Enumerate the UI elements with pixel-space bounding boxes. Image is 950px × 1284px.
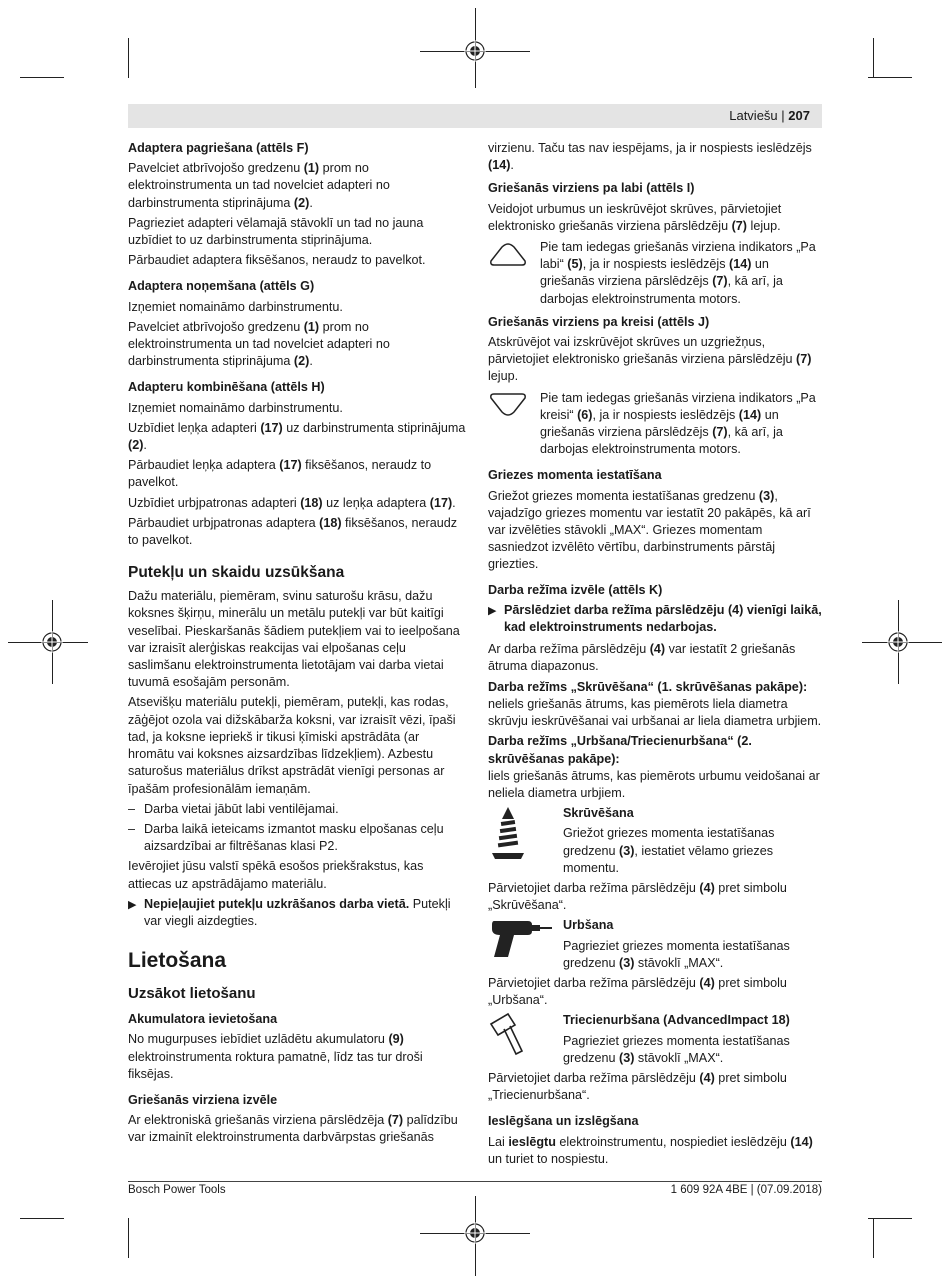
paragraph: liels griešanās ātrums, kas piemērots urbumu veidošanai ar neliela diametra urbjiem. — [488, 768, 820, 800]
indicator-note: Pie tam iedegas griešanās virziena indikators „Pa kreisi“ (6), ja ir nospiests ieslēdzējs (14) un griešanās virziena pārslēdzējs (7), kā arī, ja darbojas elektroinstrumenta motors. — [488, 390, 824, 459]
mode-heading: Darba režīms „Skrūvēšana“ (1. skrūvēšanas pakāpe): — [488, 679, 808, 694]
section-heading: Darba režīma izvēle (attēls K) — [488, 582, 663, 597]
paragraph: Pagrieziet adapteri vēlamajā stāvoklī un tad no jauna uzbīdiet to uz darbinstrumenta stiprinājuma. — [128, 215, 424, 248]
screwdriving-icon — [488, 805, 528, 861]
footer-rule — [128, 1181, 822, 1182]
crop-mark — [20, 1218, 64, 1219]
page-number: 207 — [788, 108, 810, 123]
section-heading: Adaptera pagriešana (attēls F) — [128, 141, 309, 155]
crop-mark — [873, 38, 874, 78]
registration-target-icon — [462, 38, 488, 64]
chapter-title: Lietošana — [128, 949, 227, 973]
section-heading: Griešanās virziens pa kreisi (attēls J) — [488, 314, 710, 329]
crop-mark — [20, 77, 64, 78]
paragraph: Ar elektroniskā griešanās virziena pārslēdzēja (7) palīdzību var izmainīt elektroinstrumenta darbvārpstas griešanās — [128, 1113, 458, 1145]
crop-mark — [868, 77, 912, 78]
crop-mark — [128, 1218, 129, 1258]
page-header — [128, 104, 822, 128]
paragraph: Pavelciet atbrīvojošo gredzenu (1) prom no elektroinstrumenta un tad novelciet adapteri no darbinstrumenta stiprinājuma (2). — [128, 319, 390, 369]
paragraph: virzienu. Taču tas nav iespējams, ja ir nospiests ieslēdzējs (14). — [488, 141, 812, 173]
list-item: – Darba laikā ieteicams izmantot masku elpošanas ceļu aizsardzībai ar filtrēšanas klasi P2. — [128, 821, 468, 855]
paragraph: Atsevišķu materiālu putekļi, piemēram, putekļi, kas rodas, zāģējot ozola vai dižskābarža koksni, var izraisīt vēzi, īpaši tad, ja koksne iepriekš ir tikusi ķīmiski apstrādāta (ar hromātu vai koksnes aizsardzības līdzekļiem). Azbestu saturošus materiālus drīkst apstrādāt vienīgi personas ar īpašām profesionālām iemaņām. — [128, 695, 456, 796]
left-column — [128, 140, 468, 1150]
paragraph: Pavelciet atbrīvojošo gredzenu (1) prom no elektroinstrumenta un tad novelciet adapteri no darbinstrumenta stiprinājuma (2). — [128, 161, 390, 210]
mode-impact-drilling: Triecienurbšana (AdvancedImpact 18) Pagrieziet griezes momenta iestatīšanas gredzenu (3) stāvoklī „MAX“. — [488, 1012, 824, 1067]
section-heading: Griezes momenta iestatīšana — [488, 468, 662, 483]
paragraph: Ievērojiet jūsu valstī spēkā esošos priekšrakstus, kas attiecas uz apstrādājamo materiālu. — [128, 859, 424, 891]
paragraph: Pārvietojiet darba režīma pārslēdzēju (4) pret simbolu „Urbšana“. — [488, 975, 787, 1008]
footer-doc-id: 1 609 92A 4BE | (07.09.2018) — [670, 1184, 822, 1196]
paragraph: Pārbaudiet adaptera fiksēšanos, neraudz to pavelkot. — [128, 253, 426, 268]
paragraph: Lai ieslēgtu elektroinstrumentu, nospiediet ieslēdzēju (14) un turiet to nospiestu. — [488, 1134, 813, 1166]
paragraph: Uzbīdiet urbjpatronas adapteri (18) uz leņķa adaptera (17). — [128, 495, 456, 510]
mode-title: Urbšana — [563, 918, 614, 933]
rotation-left-indicator-icon — [488, 390, 528, 420]
paragraph: Ar darba režīma pārslēdzēju (4) var iestatīt 2 griešanās ātruma diapazonus. — [488, 642, 796, 674]
paragraph: Pārvietojiet darba režīma pārslēdzēju (4) pret simbolu „Triecienurbšana“. — [488, 1070, 787, 1103]
paragraph: Pārbaudiet urbjpatronas adaptera (18) fiksēšanos, neraudz to pavelkot. — [128, 515, 458, 548]
arrow-icon: ▶ — [488, 604, 497, 617]
registration-target-icon — [462, 1220, 488, 1246]
paragraph: Izņemiet nomaināmo darbinstrumentu. — [128, 400, 343, 415]
crop-mark — [873, 1218, 874, 1258]
indicator-note: Pie tam iedegas griešanās virziena indikators „Pa labi“ (5), ja ir nospiests ieslēdzējs (14) un griešanās virziena pārslēdzējs (7), kā arī, ja darbojas elektroinstrumenta motors. — [488, 239, 824, 308]
header-separator: | — [781, 108, 785, 123]
paragraph: Griežot griezes momenta iestatīšanas gredzenu (3), vajadzīgo griezes momentu var iestatīt 20 pakāpēs, kā arī var izvēlēties stāvokli „MAX“. Griezes momentam sasniedzot izvēlēto vērtību, darbinstruments pārstāj griezties. — [488, 488, 811, 572]
crop-mark — [128, 38, 129, 78]
paragraph: Dažu materiālu, piemēram, svinu saturošu krāsu, dažu koksnes šķirņu, minerālu un metālu putekļi var būt kaitīgi veselībai. Pieskaršanās šādiem putekļiem vai to ieelpošana var izraisīt alerģiskas reakcijas vai elpošanas ceļu saslimšanu elektroinstrumenta lietotājam vai darba vietai tuvumā esošajām personām. — [128, 589, 460, 690]
header-language: Latviešu — [729, 108, 778, 123]
paragraph: neliels griešanās ātrums, kas piemērots liela diametra skrūvju ieskrūvēšanai vai urbšanai ar liela diametra urbjiem. — [488, 696, 822, 729]
header-text — [729, 108, 810, 123]
section-heading: Griešanās virziena izvēle — [128, 1092, 278, 1107]
paragraph: No mugurpuses iebīdiet uzlādētu akumulatoru (9) elektroinstrumenta roktura pamatnē, līdz tas tur droši fiksējas. — [128, 1032, 423, 1081]
mode-title: Skrūvēšana — [563, 806, 634, 821]
footer-brand: Bosch Power Tools — [128, 1184, 226, 1196]
section-heading: Adaptera noņemšana (attēls G) — [128, 279, 315, 294]
paragraph: Uzbīdiet leņķa adapteri (17) uz darbinstrumenta stiprinājuma (2). — [128, 420, 466, 453]
section-heading: Ieslēgšana un izslēgšana — [488, 1114, 639, 1129]
arrow-icon: ▶ — [128, 898, 137, 911]
mode-screwdriving: Skrūvēšana Griežot griezes momenta iestatīšanas gredzenu (3), iestatiet vēlamo griezes momentu. — [488, 805, 824, 877]
section-heading: Griešanās virziens pa labi (attēls I) — [488, 181, 695, 196]
crop-mark — [868, 1218, 912, 1219]
registration-target-icon — [885, 629, 911, 655]
section-heading: Putekļu un skaidu uzsūkšana — [128, 564, 345, 582]
list-item: – Darba vietai jābūt labi ventilējamai. — [128, 801, 468, 818]
mode-heading: Darba režīms „Urbšana/Triecienurbšana“ (2. skrūvēšanas pakāpe): — [488, 734, 752, 766]
right-column — [488, 140, 824, 1171]
paragraph: Pārbaudiet leņķa adaptera (17) fiksēšanos, neraudz to pavelkot. — [128, 458, 432, 490]
paragraph: Atskrūvējot vai izskrūvējot skrūves un uzgriežņus, pārvietojiet elektronisko griešanās virziena pārslēdzēju (7) lejup. — [488, 335, 812, 384]
paragraph: Pārvietojiet darba režīma pārslēdzēju (4) pret simbolu „Skrūvēšana“. — [488, 880, 787, 913]
registration-target-icon — [39, 629, 65, 655]
section-heading: Uzsākot lietošanu — [128, 985, 256, 1003]
section-heading: Adapteru kombinēšana (attēls H) — [128, 380, 325, 395]
warning-item: ▶ Pārslēdziet darba režīma pārslēdzēju (4) vienīgi laikā, kad elektroinstruments nedarbojas. — [488, 602, 822, 635]
warning-item: ▶ Nepieļaujiet putekļu uzkrāšanos darba vietā. Putekļi var viegli aizdegties. — [128, 896, 451, 928]
paragraph: Izņemiet nomaināmo darbinstrumentu. — [128, 299, 343, 314]
mode-title: Triecienurbšana (AdvancedImpact 18) — [563, 1013, 790, 1028]
hammer-icon — [488, 1012, 528, 1058]
section-heading: Akumulatora ievietošana — [128, 1012, 278, 1027]
rotation-right-indicator-icon — [488, 239, 528, 269]
paragraph: Veidojot urbumus un ieskrūvējot skrūves, pārvietojiet elektronisko griešanās virziena pārslēdzēju (7) lejup. — [488, 201, 782, 233]
mode-drilling: Urbšana Pagrieziet griezes momenta iestatīšanas gredzenu (3) stāvoklī „MAX“. — [488, 917, 824, 972]
drill-icon — [488, 917, 554, 959]
